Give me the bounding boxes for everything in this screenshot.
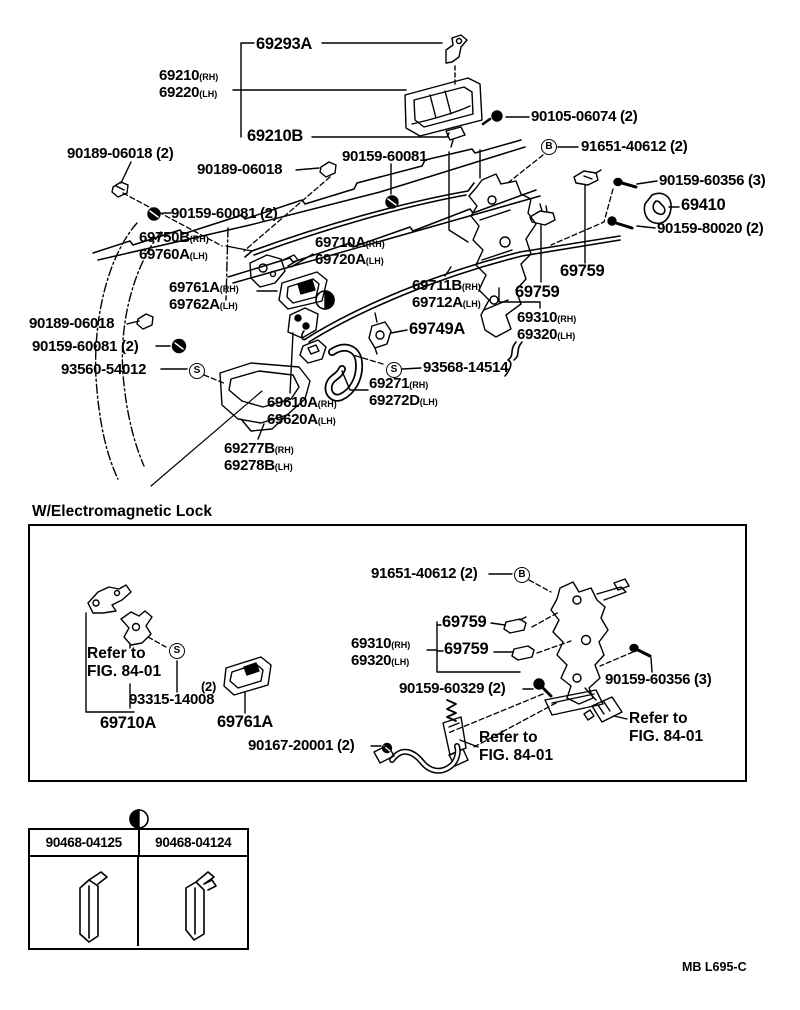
part-label-69610a-69620a: 69610A(RH) 69620A(LH) [267,394,337,428]
part-label-60081-qty-a: 90159-60081 (2) [171,205,278,222]
figure-code: MB L695-C [682,960,747,974]
part-label-69210-69220: 69210(RH) 69220(LH) [159,67,219,101]
part-label-69761a-69762a: 69761A(RH) 69762A(LH) [169,279,239,313]
circled-b-badge: B [541,139,557,155]
refer-note-left: Refer to FIG. 84-01 [87,645,162,680]
part-label-69710a-69720a: 69710A(RH) 69720A(LH) [315,234,385,268]
part-label-69759-left: 69759 [515,283,560,301]
refer-note-right: Refer to FIG. 84-01 [629,710,704,745]
screw-60081-c [173,340,186,353]
striker-69410-drawing [644,193,671,223]
part-label-90189-left: 90189-06018 [29,315,115,332]
refer-note-center: Refer to FIG. 84-01 [479,729,554,764]
part-label-69749a: 69749A [409,320,465,338]
part-label-69293a: 69293A [256,35,312,53]
em-label-qty2: (2) [201,679,216,694]
part-label-60081-qty-b: 90159-60081 (2) [32,338,139,355]
em-label-91651: 91651-40612 (2) [371,565,478,582]
circled-s-badge-em: S [169,643,185,659]
circled-s-badge-1: S [189,363,205,379]
half-dot-symbol-table [130,810,148,828]
part-label-69750b-69760a: 69750B(RH) 69760A(LH) [139,229,209,263]
part-label-69711b-69712a: 69711B(RH) 69712A(LH) [412,277,481,311]
em-label-69759-b: 69759 [444,640,489,658]
part-label-90105: 90105-06074 (2) [531,108,638,125]
screw-60356-drawing [614,179,636,188]
part-label-90189-qty: 90189-06018 (2) [67,145,174,162]
em-label-60356: 90159-60356 (3) [605,671,712,688]
clip-69759-left [530,204,555,225]
screw-90105-drawing [483,111,502,124]
part-label-69410: 69410 [681,196,726,214]
part-label-69310-69320: 69310(RH) 69320(LH) [517,309,577,343]
part-label-80020: 90159-80020 (2) [657,220,764,237]
part-label-69210b: 69210B [247,127,303,145]
em-label-93315: 93315-14008 [129,691,215,708]
grommet-90189-center [320,162,336,177]
dashed-leader-lines [123,155,613,384]
em-label-69310-69320: 69310(RH) 69320(LH) [351,635,411,669]
part-label-60081-top: 90159-60081 [342,148,428,165]
bezel-69761-drawing [279,272,327,309]
part-label-91651: 91651-40612 (2) [581,138,688,155]
part-label-93568: 93568-14514 [423,359,509,376]
part-label-90189: 90189-06018 [197,161,283,178]
em-label-90167: 90167-20001 (2) [248,737,355,754]
half-dot-symbol [316,291,334,309]
circled-b-badge-em: B [514,567,530,583]
part-label-60356: 90159-60356 (3) [659,172,766,189]
lever-69749-drawing [369,313,391,354]
part-label-69271-69272d: 69271(RH) 69272D(LH) [369,375,438,409]
clip-table-col2-header: 90468-04124 [155,835,232,850]
clip-table-col1-header: 90468-04125 [30,830,140,855]
em-label-60329: 90159-60329 (2) [399,680,506,697]
part-label-69759-right: 69759 [560,262,605,280]
em-label-69759-a: 69759 [442,613,487,631]
door-handle-drawing [405,35,482,147]
screw-60081-b [386,196,398,208]
em-section-title: W/Electromagnetic Lock [32,503,213,520]
em-label-69710a: 69710A [100,714,156,732]
circled-s-badge-2: S [386,362,402,378]
part-label-69277b-69278b: 69277B(RH) 69278B(LH) [224,440,294,474]
part-label-93560: 93560-54012 [61,361,147,378]
screw-80020-drawing [608,217,632,228]
clip-table-divider [137,855,139,946]
em-label-69761a: 69761A [217,713,273,731]
clip-69759-right [574,170,601,185]
clip-variant-table [28,828,249,950]
